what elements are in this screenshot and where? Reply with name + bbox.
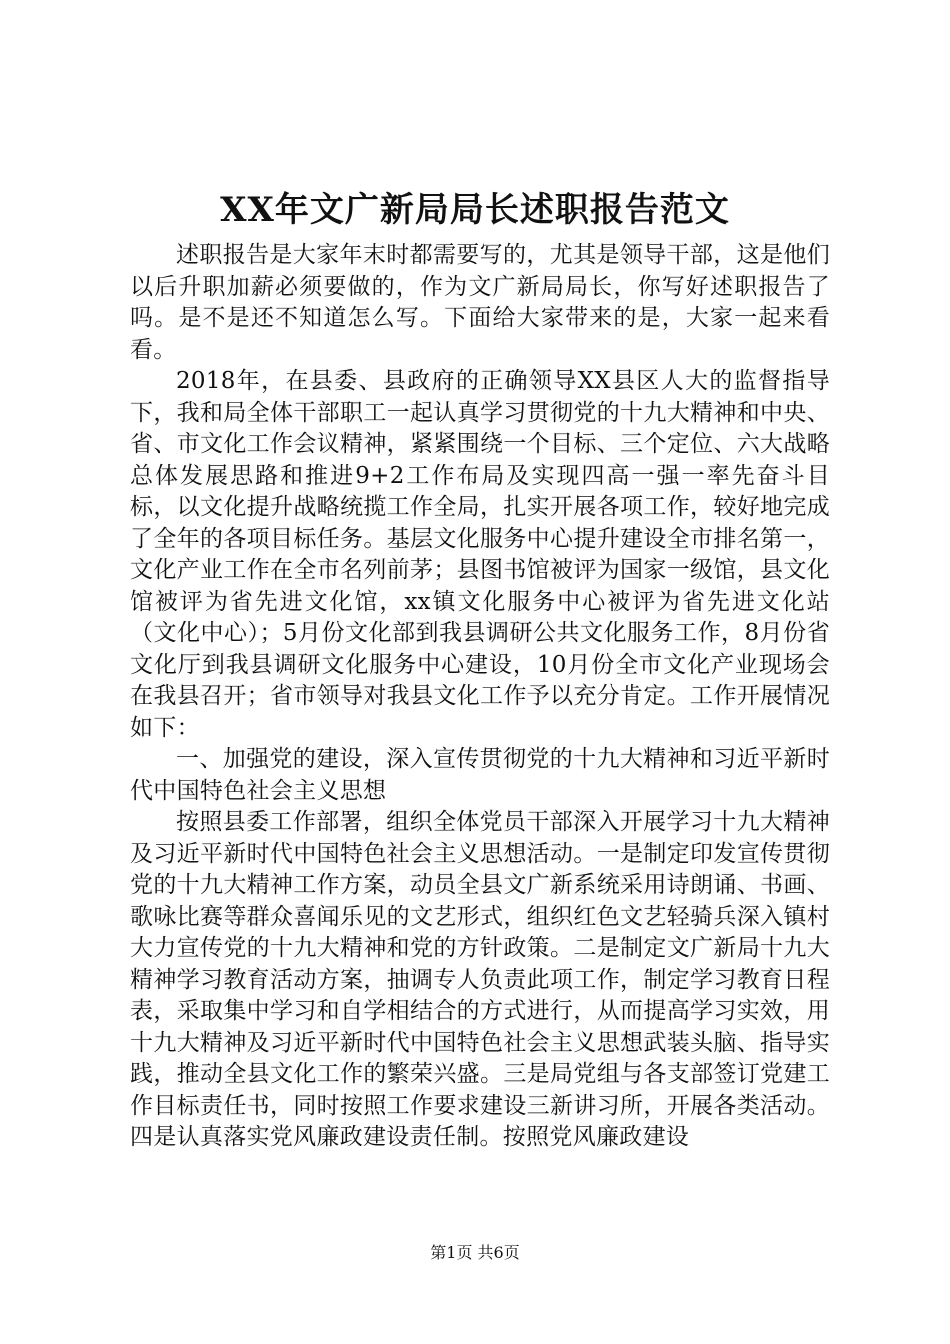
document-body: [130, 240, 830, 1154]
section-heading: 一、加强党的建设，深入宣传贯彻党的十九大精神和习近平新时代中国特色社会主义思想: [130, 746, 830, 804]
page-number-footer: 第1页 共6页: [430, 1243, 520, 1262]
intro-paragraph: 述职报告是大家年末时都需要写的，尤其是领导干部，这是他们以后升职加薪必须要做的，作为文广新局局长，你写好述职报告了吗。是不是还不知道怎么写。下面给大家带来的是，大家一起来看看。: [130, 242, 830, 363]
document-title: XX年文广新局局长述职报告范文: [220, 190, 730, 230]
section-paragraph: 按照县委工作部署，组织全体党员干部深入开展学习十九大精神及习近平新时代中国特色社会主义思想活动。一是制定印发宣传贯彻党的十九大精神工作方案，动员全县文广新系统采用诗朗诵、书画、歌咏比赛等群众喜闻乐见的文艺形式，组织红色文艺轻骑兵深入镇村大力宣传党的十九大精神和党的方针政策。二是制定文广新局十九大精神学习教育活动方案，抽调专人负责此项工作，制定学习教育日程表，采取集中学习和自学相结合的方式进行，从而提高学习实效，用十九大精神及习近平新时代中国特色社会主义思想武装头脑、指导实践，推动全县文化工作的繁荣兴盛。三是局党组与各支部签订党建工作目标责任书，同时按照工作要求建设三新讲习所，开展各类活动。四是认真落实党风廉政建设责任制。按照党风廉政建设: [130, 809, 830, 1150]
summary-paragraph: 2018年，在县委、县政府的正确领导XX县区人大的监督指导下，我和局全体干部职工一起认真学习贯彻党的十九大精神和中央、省、市文化工作会议精神，紧紧围绕一个目标、三个定位、六大战略总体发展思路和推进9+2工作布局及实现四高一强一率先奋斗目标，以文化提升战略统揽工作全局，扎实开展各项工作，较好地完成了全年的各项目标任务。基层文化服务中心提升建设全市排名第一，文化产业工作在全市名列前茅；县图书馆被评为国家一级馆，县文化馆被评为省先进文化馆，xx镇文化服务中心被评为省先进文化站（文化中心）；5月份文化部到我县调研公共文化服务工作，8月份省文化厅到我县调研文化服务中心建设，10月份全市文化产业现场会在我县召开；省市领导对我县文化工作予以充分肯定。工作开展情况如下：: [130, 368, 830, 741]
